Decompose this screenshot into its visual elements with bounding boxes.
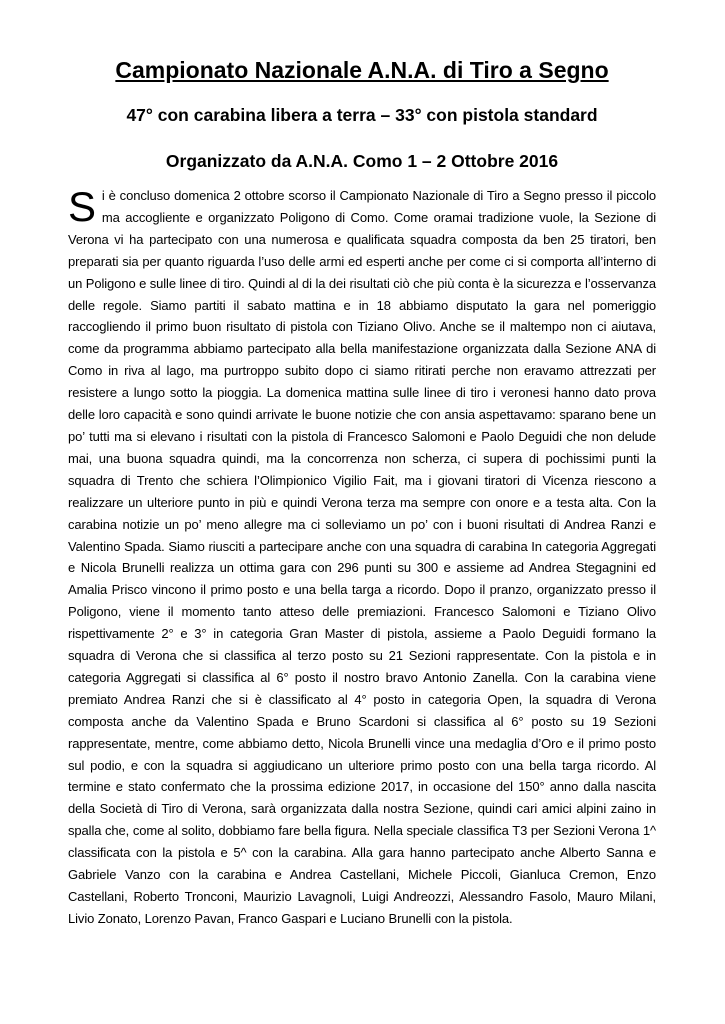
document-title: Campionato Nazionale A.N.A. di Tiro a Segno <box>115 57 609 83</box>
article-text: i è concluso domenica 2 ottobre scorso il Campionato Nazionale di Tiro a Segno presso il piccolo ma accogliente e organizzato Poligono di Como. Come oramai tradizione vuole, la Sezione di Verona vi ha partecipato con una numerosa e qualificata squadra composta da ben 25 tiratori, ben preparati sia per quanto riguarda l’uso delle armi ed esperti anche per come ci si comporta all’interno di un Poligono e sulle linee di tiro. Quindi al di la dei risultati ciò che più conta è la sicurezza e l’osservanza delle regole. Siamo partiti il sabato mattina e in 18 abbiamo disputato la gara nel pomeriggio raccogliendo il primo buon risultato di pistola con Tiziano Olivo. Anche se il maltempo non ci aiutava, come da programma abbiamo partecipato alla bella manifestazione organizzata dalla Sezione ANA di Como in riva al lago, ma purtroppo subito dopo ci siamo ritirati perche non eravamo attrezzati per resistere a lungo sotto la pioggia. La domenica mattina sulle linee di tiro i veronesi hanno dato prova delle loro capacità e sono quindi arrivate le buone notizie che con ansia aspettavamo: sparano bene un po’ tutti ma si elevano i risultati con la pistola di Francesco Salomoni e Paolo Deguidi che non delude mai, una buona squadra quindi, ma la concorrenza non scherza, ci supera di pochissimi punti la squadra di Trento che schiera l’Olimpionico Vigilio Fait, ma i giovani tiratori di Vicenza riescono a realizzare un ulteriore punto in più e quindi Verona terza ma sempre con onore e a testa alta. Con la carabina notizie un po’ meno allegre ma ci solleviamo un po’ con i buoni risultati di Andrea Ranzi e Valentino Spada. Siamo riusciti a partecipare anche con una squadra di carabina In categoria Aggregati e Nicola Brunelli realizza un ottima gara con 296 punti su 300 e assieme ad Andrea Stegagnini ed Amalia Prisco vincono il primo posto e una bella targa a ricordo. Dopo il pranzo, organizzato presso il Poligono, viene il momento tanto atteso delle premiazioni. Francesco Salomoni e Tiziano Olivo rispettivamente 2° e 3° in categoria Gran Master di pistola, assieme a Paolo Deguidi formano la squadra di Verona che si classifica al terzo posto su 21 Sezioni rappresentate. Con la pistola e in categoria Aggregati si classifica al 6° posto il nostro bravo Antonio Zanella. Con la carabina viene premiato Andrea Ranzi che si è classificato al 4° posto in categoria Open, la squadra di Verona composta anche da Valentino Spada e Bruno Scardoni si classifica al 6° posto su 19 Sezioni rappresentate, mentre, come abbiamo detto, Nicola Brunelli vince una medaglia d’Oro e il primo posto sul podio, e con la squadra si aggiudicano un ulteriore primo posto con una bella targa ricordo. Al termine e stato confermato che la prossima edizione 2017, in occasione del 150° anno dalla nascita della Società di Tiro di Verona, sarà organizzata dalla nostra Sezione, quindi cari amici alpini zaino in spalla che, come al solito, dobbiamo fare bella figura. Nella speciale classifica T3 per Sezioni Verona 1^ classificata con la pistola e 5^ con la carabina. Alla gara hanno partecipato anche Alberto Sanna e Gabriele Vanzo con la carabina e Andrea Castellani, Michele Piccoli, Gianluca Cremon, Enzo Castellani, Roberto Tronconi, Maurizio Lavagnoli, Luigi Andreozzi, Alessandro Fasolo, Mauro Milani, Livio Zonato, Lorenzo Pavan, Franco Gaspari e Luciano Brunelli con la pistola. <box>68 188 656 926</box>
organizer-line: Organizzato da A.N.A. Como 1 – 2 Ottobre 2016 <box>165 151 559 171</box>
drop-cap: S <box>68 183 96 230</box>
article-body <box>68 185 656 930</box>
document-page <box>68 0 656 930</box>
document-subtitle: 47° con carabina libera a terra – 33° con pistola standard <box>126 105 598 125</box>
